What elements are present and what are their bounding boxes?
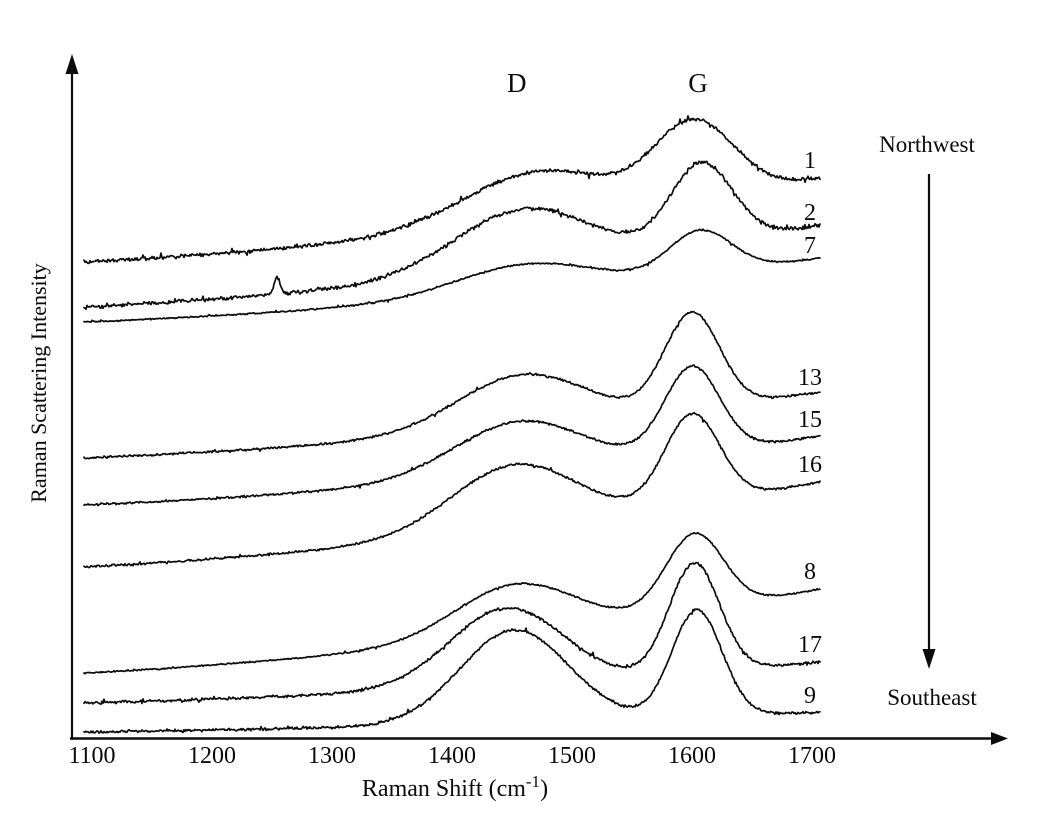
x-axis-arrowhead-icon <box>991 732 1008 745</box>
x-tick-label-1300: 1300 <box>308 743 356 769</box>
spectrum-curve-2 <box>84 161 820 309</box>
x-tick-labels-group <box>68 743 836 769</box>
x-axis-title-end: ) <box>540 776 549 802</box>
x-tick-label-1700: 1700 <box>788 743 836 769</box>
spectrum-curve-1 <box>84 116 820 263</box>
x-axis-title <box>362 772 548 802</box>
curve-label-7: 7 <box>804 233 816 259</box>
x-tick-label-1100: 1100 <box>68 743 116 769</box>
curve-label-1: 1 <box>804 148 816 174</box>
direction-label-northwest: Northwest <box>879 132 975 157</box>
spectrum-curve-9 <box>84 609 820 733</box>
curve-label-16: 16 <box>798 452 822 478</box>
spectra-curves-group <box>84 116 820 733</box>
spectrum-curve-8 <box>84 533 820 674</box>
d-band-label: D <box>507 68 527 98</box>
curve-number-labels-group <box>798 148 822 709</box>
x-tick-label-1500: 1500 <box>548 743 596 769</box>
direction-arrowhead-icon <box>923 649 936 669</box>
g-band-label: G <box>688 68 708 98</box>
x-tick-label-1200: 1200 <box>188 743 236 769</box>
x-tick-label-1400: 1400 <box>428 743 476 769</box>
curve-label-13: 13 <box>798 365 822 391</box>
curve-label-8: 8 <box>804 559 816 585</box>
direction-label-southeast: Southeast <box>887 685 977 710</box>
curve-label-17: 17 <box>798 632 822 658</box>
y-axis-title: Raman Scattering Intensity <box>26 263 51 503</box>
spectrum-curve-16 <box>84 413 820 568</box>
x-tick-label-1600: 1600 <box>668 743 716 769</box>
curve-label-15: 15 <box>798 407 822 433</box>
x-axis-title-main: Raman Shift (cm <box>361 776 526 802</box>
curve-label-9: 9 <box>804 683 816 709</box>
y-axis-arrowhead-icon <box>66 54 79 74</box>
spectrum-curve-17 <box>84 563 820 705</box>
spectrum-curve-13 <box>84 312 820 459</box>
spectrum-curve-15 <box>84 365 820 506</box>
curve-label-2: 2 <box>804 200 816 226</box>
x-axis-title-superscript: -1 <box>525 772 541 791</box>
